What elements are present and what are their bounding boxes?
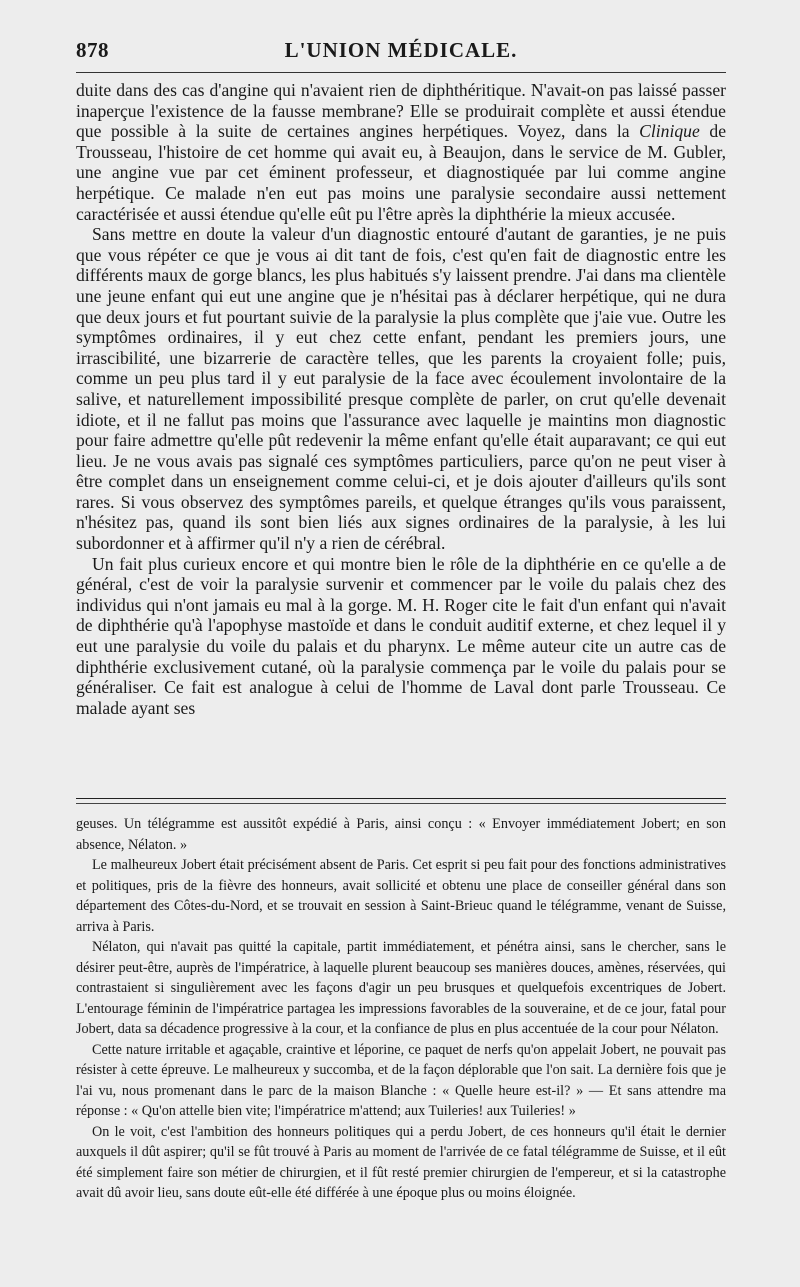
- main-article: [76, 80, 726, 718]
- paragraph-text: de Trousseau, l'histoire de cet homme qui avait eu, à Beaujon, dans le service de M. Gubler, une angine vue par cet éminent professeur, et diagnostiquée par lui comme angine herpétique. Ce malade n'en eut pas moins une paralysie secondaire aussi nettement caractérisée et aussi étendue qu'elle eût pu l'être après la diphthérie la mieux accusée.: [76, 121, 726, 224]
- italic-title: Clinique: [639, 121, 700, 142]
- feuilleton-paragraph: geuses. Un télégramme est aussitôt expédié à Paris, ainsi conçu : « Envoyer immédiatement Jobert; en son absence, Nélaton. »: [76, 816, 726, 853]
- feuilleton-section: [76, 814, 726, 1204]
- article-paragraph: [76, 80, 726, 224]
- paragraph-text: duite dans des cas d'angine qui n'avaient rien de diphthéritique. N'avait-on pas laissé passer inaperçue l'existence de la fausse membrane? Elle se produirait complète et aussi étendue que possible à la suite de certaines angines herpétiques. Voyez, dans la: [76, 80, 726, 142]
- feuilleton-paragraph: Le malheureux Jobert était précisément absent de Paris. Cet esprit si peu fait pour des fonctions administratives et politiques, pris de la fièvre des honneurs, avait sollicité et obtenu une place de conseiller général dans son département des Côtes-du-Nord, et se trouvait en session à Saint-Brieuc quand le télégramme, venant de Suisse, arriva à Paris.: [76, 857, 726, 935]
- header-rule: [76, 72, 726, 73]
- article-paragraph: [76, 224, 726, 554]
- paragraph-text: Sans mettre en doute la valeur d'un diagnostic entouré d'autant de garanties, je ne puis que vous répéter ce que je vous ai dit tant de fois, c'est qu'en fait de diagnostic entre les différents maux de gorge blancs, les plus habitués s'y laissent prendre. J'ai dans ma clientèle une jeune enfant qui eut une angine que je n'hésitai pas à déclarer herpétique, qui ne dura que deux jours et fut pourtant suivie de la paralysie la plus complète que j'aie vue. Outre les symptômes ordinaires, il y eut chez cette enfant, pendant les premiers jours, une irrascibilité, une bizarrerie de caractère telles, que les parents la croyaient folle; puis, comme un peu plus tard il y eut paralysie de la face avec écoulement involontaire de la salive, et naturellement impossibilité presque complète de parler, on crut qu'elle devenait idiote, et il ne fallut pas moins que l'assurance avec laquelle je maintins mon diagnostic pour faire admettre qu'elle pût redevenir la même enfant qu'elle était auparavant; ce qui eut lieu. Je ne vous avais pas signalé ces symptômes particuliers, parce qu'on ne peut viser à être complet dans un enseignement comme celui-ci, et je dois ajouter d'ailleurs qu'ils sont rares. Si vous observez des symptômes pareils, et quelque étranges qu'ils vous paraissent, n'hésitez pas, quand ils sont bien liés aux signes ordinaires de la paralysie, à les lui subordonner et à affirmer qu'il n'y a rien de cérébral.: [76, 224, 726, 554]
- feuilleton-divider: [76, 798, 726, 804]
- feuilleton-paragraph: Cette nature irritable et agaçable, craintive et léporine, ce paquet de nerfs qu'on appelait Jobert, ne pouvait pas résister à cette épreuve. Le malheureux y succomba, et de la façon déplorable que l'on sait. La dernière fois que je l'ai vu, nous promenant dans le parc de la maison Blanche : « Quelle heure est-il? » — Et sans attendre ma réponse : « Qu'on attelle bien vite; l'impératrice m'attend; aux Tuileries! aux Tuileries! »: [76, 1041, 726, 1119]
- feuilleton-paragraph: Nélaton, qui n'avait pas quitté la capitale, partit immédiatement, et pénétra ainsi, sans le chercher, sans le désirer peut-être, auprès de l'impératrice, à laquelle plurent beaucoup ses manières douces, amènes, réservées, qui contrastaient si singulièrement avec les façons d'agir un peu brusques et quelquefois excentriques de Jobert. L'entourage féminin de l'impératrice partagea les impressions favorables de la souveraine, et de ce jour, fatal pour Jobert, data sa décadence progressive à la cour, et la confiance de plus en plus accentuée de la cour pour Nélaton.: [76, 939, 726, 1037]
- running-title: L'UNION MÉDICALE.: [284, 38, 518, 62]
- paragraph-text: Un fait plus curieux encore et qui montre bien le rôle de la diphthérie en ce qu'elle a de général, c'est de voir la paralysie survenir et commencer par le voile du palais chez des individus qui n'ont jamais eu mal à la gorge. M. H. Roger cite le fait d'un enfant qui n'avait de diphthérie qu'à l'apophyse mastoïde et dans le conduit auditif externe, et chez lequel il y eut une paralysie du voile du palais et du pharynx. Le même auteur cite un autre cas de diphthérie exclusivement cutané, où la paralysie commença par le voile du palais pour se généraliser. Ce fait est analogue à celui de l'homme de Laval dont parle Trousseau. Ce malade ayant ses: [76, 553, 726, 718]
- feuilleton-paragraph: On le voit, c'est l'ambition des honneurs politiques qui a perdu Jobert, de ces honneurs qu'il était le dernier auxquels il dût aspirer; qu'il se fût trouvé à Paris au moment de l'arrivée de ce fatal télégramme de Suisse, et il eût été simplement faire son métier de chirurgien, et il fût resté premier chirurgien de l'empereur, et si la catastrophe avait dû avoir lieu, sans doute eût-elle été différée à une époque plus ou moins éloignée.: [76, 1123, 726, 1201]
- page-number: 878: [76, 38, 109, 62]
- article-paragraph: [76, 554, 726, 719]
- page-header: [76, 38, 726, 68]
